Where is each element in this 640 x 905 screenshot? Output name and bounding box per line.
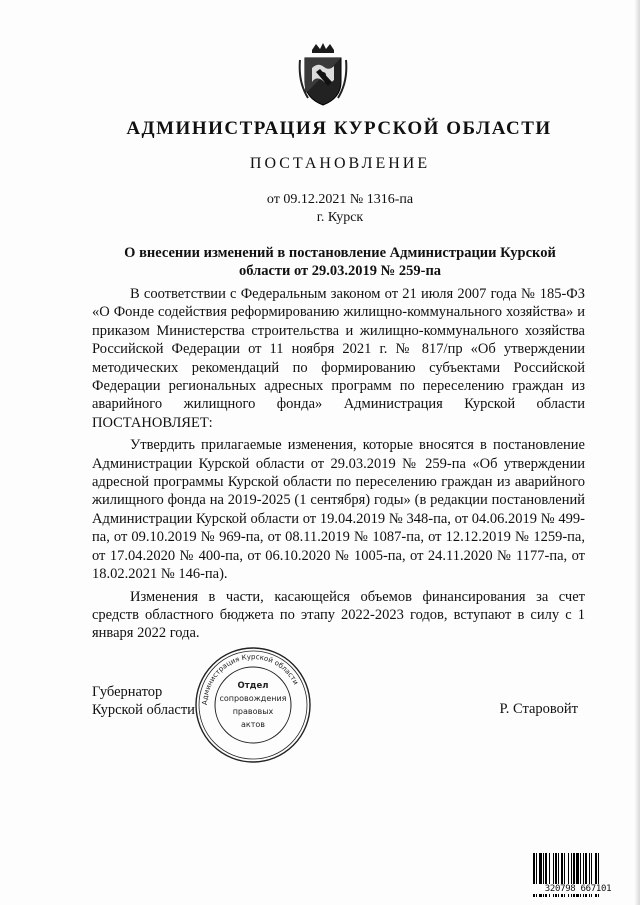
city: г. Курск [316,210,364,225]
signatory-name: Р. Старовойт [499,701,578,717]
document-type: ПОСТАНОВЛЕНИЕ [249,155,431,172]
signature-position-line-2: Курской области [92,702,195,718]
date-number: от 09.12.2021 № 1316-па [266,192,414,207]
document-heading [95,244,585,280]
paragraph-approve: Утвердить прилагаемые изменения, которые вносятся в постановление Администрации Курской области от 29.03.2019 № 259-па «Об утверждении адресной программы Курской области по переселению граждан из аварийного жилищного фонда на 2019-2025 (1 сентября) годы» (в редакции постановлений Администрации Курской области от 19.04.2019 № 348-па, от 04.06.2019 № 499-па, от 09.10.2019 № 969-па, от 08.11.2019 № 1087-па, от 12.12.2019 № 1259-па, от 17.04.2020 № 400-па, от 06.10.2020 № 1005-па, от 24.11.2020 № 1177-па, от 18.02.2021 № 146-па). [92,437,585,583]
signature-position [92,683,195,719]
stamp-line-1: Отдел [237,681,269,691]
signature-position-line-1: Губернатор [92,684,163,700]
stamp-line-3: правовых [232,707,274,716]
document-body [92,285,585,647]
paragraph-preamble: В соответствии с Федеральным законом от 21 июля 2007 года № 185-ФЗ «О Фонде содействия реформированию жилищно-коммунального хозяйства» и приказом Министерства строительства и жилищно-коммунального хозяйства Российской Федерации от 11 ноября 2021 г. № 817/пр «Об утверждении методических рекомендаций по формированию субъектами Российской Федерации региональных адресных программ по переселению граждан из аварийного жилищного фонда» Администрация Курской области ПОСТАНОВЛЯЕТ: [92,286,585,431]
organization-title: АДМИНИСТРАЦИЯ КУРСКОЙ ОБЛАСТИ [126,118,552,139]
stamp-outer-text: Администрация Курской области [200,652,300,706]
heading-line-1: О внесении изменений в постановление Администрации Курской [124,245,556,261]
coat-of-arms-icon [298,42,348,108]
barcode-number: 320798 667101 [530,884,626,894]
stamp-line-2: сопровождения [219,694,287,703]
stamp-line-4: актов [240,720,266,729]
heading-line-2: области от 29.03.2019 № 259-па [238,263,442,279]
paragraph-effective-date: Изменения в части, касающейся объемов финансирования за счет средств областного бюджета по этапу 2022-2023 годов, вступают в силу с 1 января 2022 года. [92,588,585,642]
official-stamp [193,645,313,765]
